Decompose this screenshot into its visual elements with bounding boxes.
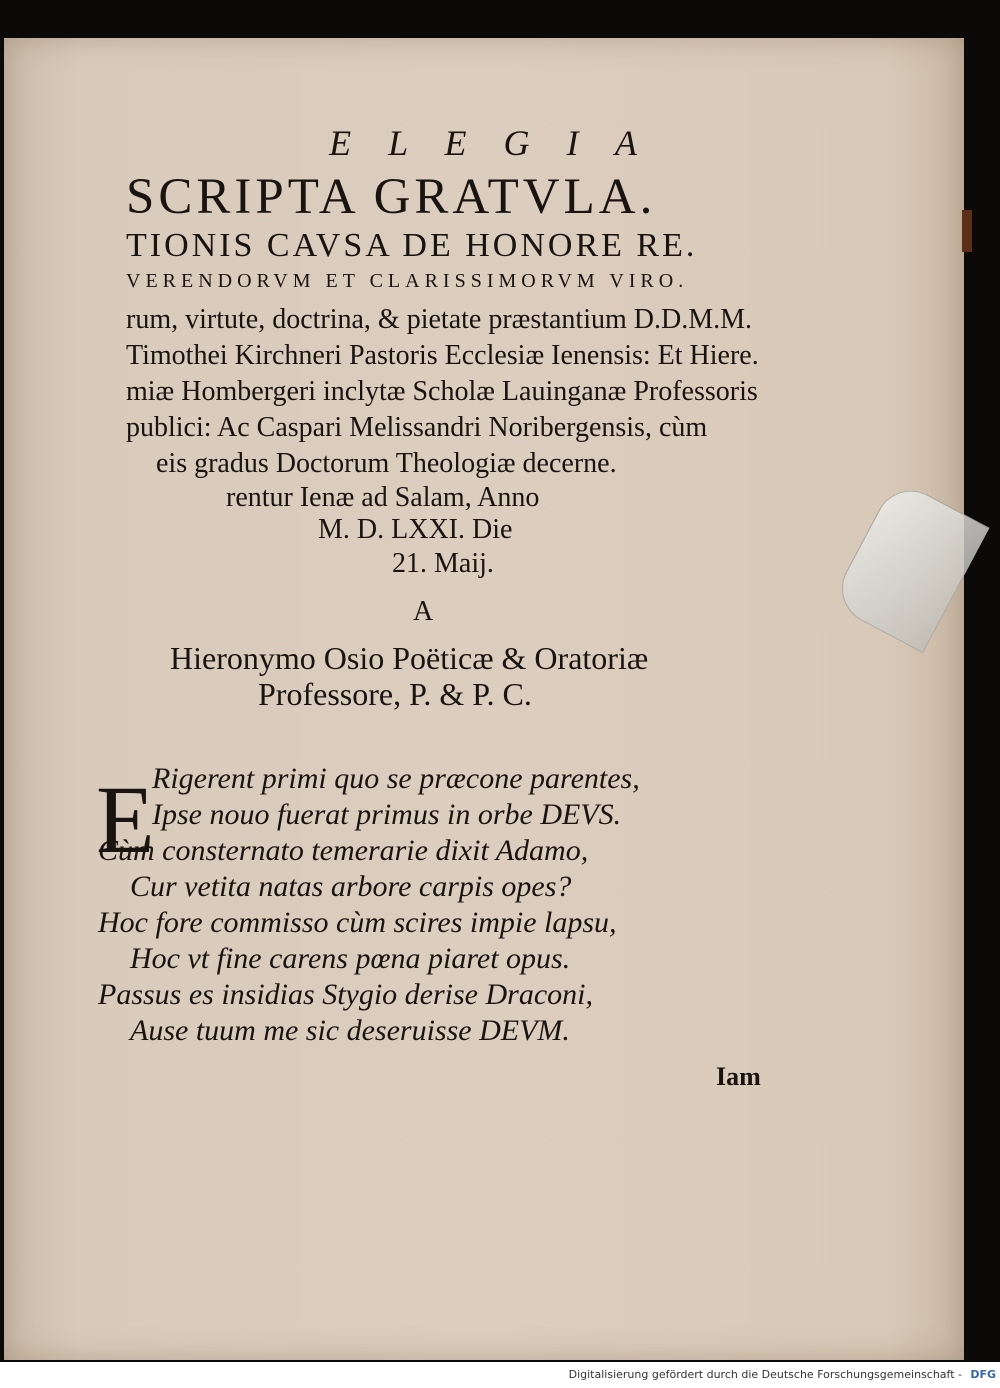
body-line: M. D. LXXI. Die (318, 514, 513, 545)
body-line: Timothei Kirchneri Pastoris Ecclesiæ Ienensis: Et Hiere. (126, 340, 759, 371)
body-line: 21. Maij. (392, 548, 494, 579)
verse-line: Cur vetita natas arbore carpis opes? (130, 870, 572, 903)
verse-line: Hoc fore commisso cùm scires impie lapsu, (98, 906, 617, 939)
dfg-logo: DFG (970, 1368, 996, 1381)
verse-line: Ipse nouo fuerat primus in orbe DEVS. (152, 798, 622, 831)
body-line: eis gradus Doctorum Theologiæ decerne. (156, 448, 617, 479)
body-line: publici: Ac Caspari Melissandri Noribergensis, cùm (126, 412, 708, 443)
title-elegia: E L E G I A (329, 123, 651, 163)
catchword: Iam (716, 1062, 761, 1091)
author-line-1: Hieronymo Osio Poëticæ & Oratoriæ (170, 640, 649, 676)
title-line-3: VERENDORVM ET CLARISSIMORVM VIRO. (126, 270, 689, 292)
author-line-2: Professore, P. & P. C. (258, 676, 532, 712)
footer-credit: Digitalisierung gefördert durch die Deutsche Forschungsgemeinschaft - (568, 1368, 962, 1381)
letter-a: A (413, 596, 434, 627)
body-line: rum, virtute, doctrina, & pietate præstantium D.D.M.M. (126, 304, 753, 335)
verse-line: Cùm consternato temerarie dixit Adamo, (98, 834, 589, 867)
verse-line: Ause tuum me sic deseruisse DEVM. (130, 1014, 570, 1047)
verse-line: Hoc vt fine carens pœna piaret opus. (130, 942, 571, 975)
page-tab-mark (962, 210, 972, 252)
footer-bar (0, 1362, 1000, 1388)
body-line: miæ Hombergeri inclytæ Scholæ Lauinganæ Professoris (126, 376, 758, 407)
drop-cap: E (96, 766, 155, 873)
verse-line: Rigerent primi quo se præcone parentes, (152, 762, 640, 795)
body-line: rentur Ienæ ad Salam, Anno (226, 482, 540, 513)
title-line-1: SCRIPTA GRATVLA. (126, 169, 657, 225)
title-line-2: TIONIS CAVSA DE HONORE RE. (126, 227, 698, 264)
verse-line: Passus es insidias Stygio derise Draconi, (98, 978, 593, 1011)
